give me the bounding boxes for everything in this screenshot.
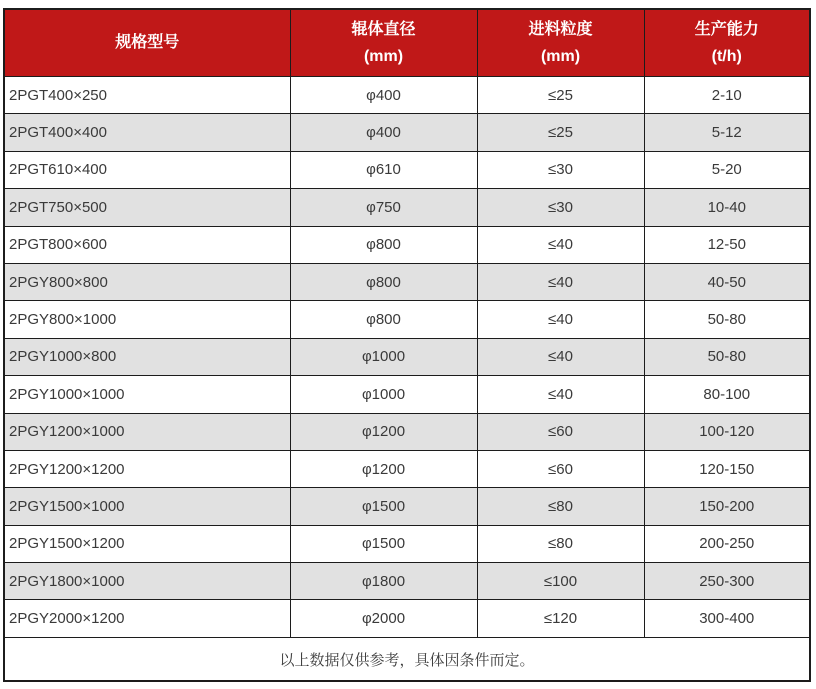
cell-model: 2PGT750×500 [4, 189, 290, 226]
cell-model: 2PGY1800×1000 [4, 563, 290, 600]
product-spec-section [3, 8, 811, 682]
cell-roller-diameter: φ1800 [290, 563, 477, 600]
cell-model: 2PGY1000×1000 [4, 376, 290, 413]
table-header [4, 9, 810, 77]
header-row [4, 9, 810, 77]
cell-capacity: 50-80 [644, 301, 810, 338]
cell-feed-size: ≤100 [477, 563, 644, 600]
cell-model: 2PGT800×600 [4, 226, 290, 263]
cell-feed-size: ≤80 [477, 488, 644, 525]
table-row [4, 189, 810, 226]
cell-roller-diameter: φ1000 [290, 376, 477, 413]
cell-feed-size: ≤60 [477, 450, 644, 487]
cell-feed-size: ≤25 [477, 114, 644, 151]
cell-roller-diameter: φ800 [290, 301, 477, 338]
cell-capacity: 100-120 [644, 413, 810, 450]
cell-model: 2PGT610×400 [4, 151, 290, 188]
cell-capacity: 80-100 [644, 376, 810, 413]
column-header-model [4, 9, 290, 77]
table-row [4, 488, 810, 525]
cell-capacity: 120-150 [644, 450, 810, 487]
cell-capacity: 300-400 [644, 600, 810, 638]
column-unit: (mm) [363, 47, 404, 65]
cell-capacity: 40-50 [644, 263, 810, 300]
table-row [4, 226, 810, 263]
table-row [4, 263, 810, 300]
cell-feed-size: ≤80 [477, 525, 644, 562]
cell-roller-diameter: φ1000 [290, 338, 477, 375]
column-unit: (t/h) [711, 47, 742, 65]
cell-roller-diameter: φ400 [290, 77, 477, 114]
cell-feed-size: ≤40 [477, 338, 644, 375]
cell-model: 2PGY1500×1200 [4, 525, 290, 562]
cell-model: 2PGY1200×1200 [4, 450, 290, 487]
column-title: 进料粒度 [528, 20, 593, 38]
cell-roller-diameter: φ800 [290, 226, 477, 263]
cell-capacity: 5-12 [644, 114, 810, 151]
cell-feed-size: ≤30 [477, 189, 644, 226]
cell-capacity: 5-20 [644, 151, 810, 188]
footer-row [4, 638, 810, 682]
table-row [4, 563, 810, 600]
cell-model: 2PGY1500×1000 [4, 488, 290, 525]
cell-roller-diameter: φ1200 [290, 413, 477, 450]
cell-model: 2PGY800×1000 [4, 301, 290, 338]
cell-capacity: 12-50 [644, 226, 810, 263]
cell-roller-diameter: φ2000 [290, 600, 477, 638]
table-row [4, 376, 810, 413]
cell-capacity: 250-300 [644, 563, 810, 600]
table-footer [4, 638, 810, 682]
table-row [4, 114, 810, 151]
cell-feed-size: ≤60 [477, 413, 644, 450]
cell-feed-size: ≤120 [477, 600, 644, 638]
cell-roller-diameter: φ750 [290, 189, 477, 226]
cell-capacity: 50-80 [644, 338, 810, 375]
cell-feed-size: ≤40 [477, 263, 644, 300]
cell-capacity: 200-250 [644, 525, 810, 562]
table-row [4, 600, 810, 638]
cell-capacity: 2-10 [644, 77, 810, 114]
cell-feed-size: ≤40 [477, 226, 644, 263]
cell-capacity: 150-200 [644, 488, 810, 525]
product-spec-table [3, 8, 811, 682]
cell-capacity: 10-40 [644, 189, 810, 226]
cell-roller-diameter: φ1500 [290, 488, 477, 525]
column-header-capacity [644, 9, 810, 77]
table-row [4, 450, 810, 487]
column-title: 生产能力 [694, 20, 759, 38]
cell-model: 2PGT400×400 [4, 114, 290, 151]
table-row [4, 525, 810, 562]
column-unit: (mm) [540, 47, 581, 65]
footer-note: 以上数据仅供参考，具体因条件而定。 [4, 638, 810, 682]
table-row [4, 77, 810, 114]
table-row [4, 151, 810, 188]
cell-roller-diameter: φ610 [290, 151, 477, 188]
cell-roller-diameter: φ800 [290, 263, 477, 300]
column-title: 辊体直径 [351, 20, 416, 38]
cell-roller-diameter: φ1200 [290, 450, 477, 487]
table-row [4, 413, 810, 450]
cell-model: 2PGY800×800 [4, 263, 290, 300]
cell-roller-diameter: φ400 [290, 114, 477, 151]
table-body [4, 77, 810, 638]
column-title: 规格型号 [115, 34, 180, 51]
table-row [4, 338, 810, 375]
cell-roller-diameter: φ1500 [290, 525, 477, 562]
column-header-feed_size [477, 9, 644, 77]
cell-feed-size: ≤40 [477, 301, 644, 338]
column-header-roller_diameter [290, 9, 477, 77]
cell-feed-size: ≤25 [477, 77, 644, 114]
cell-model: 2PGY1000×800 [4, 338, 290, 375]
cell-model: 2PGT400×250 [4, 77, 290, 114]
cell-model: 2PGY1200×1000 [4, 413, 290, 450]
cell-feed-size: ≤30 [477, 151, 644, 188]
table-row [4, 301, 810, 338]
cell-model: 2PGY2000×1200 [4, 600, 290, 638]
cell-feed-size: ≤40 [477, 376, 644, 413]
